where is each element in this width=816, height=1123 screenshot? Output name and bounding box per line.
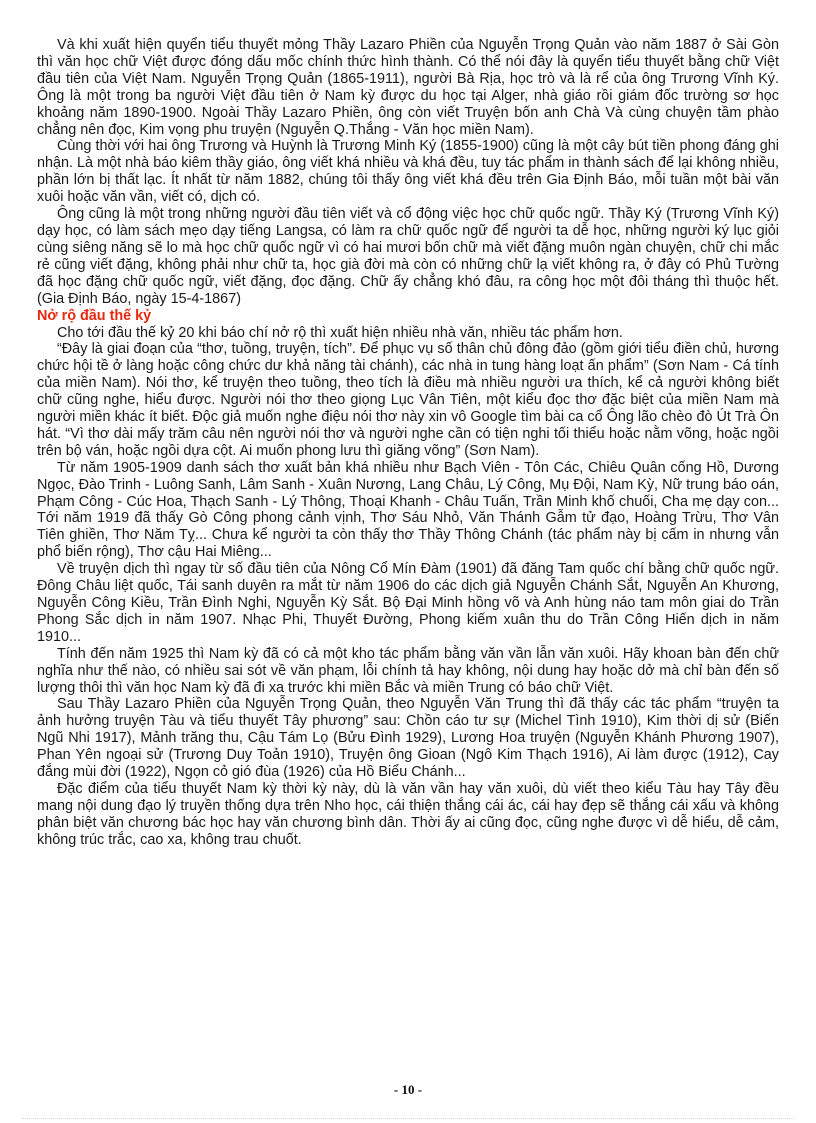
paragraph-tieu-thuyet-list: Sau Thầy Lazaro Phiền của Nguyễn Trọng Quản, theo Nguyễn Văn Trung thì đã thấy các tác phẩm “truyện ta ảnh hưởng truyện Tàu và tiểu thuyết Tây phương” sau: Chồn cáo tư sự (Michel Tình 1910), Kim thời dị sử (Biến Ngũ Nhi 1917), Mảnh trăng thu, Cậu Tám Lọ (Bửu Đình 1929), Lương Hoa truyện (Nguyễn Khánh Phương 1907), Phan Yên ngoại sử (Trương Duy Toản 1910), Truyện ông Gioan (Ngô Kim Thạch 1916), Ai làm được (1912), Cay đắng mùi đời (1922), Ngọn cỏ gió đùa (1926) của Hồ Biểu Chánh... xyxy=(37,696,779,781)
paragraph-nam-1925: Tính đến năm 1925 thì Nam kỳ đã có cả một kho tác phẩm bằng văn vần lẫn văn xuôi. Hãy khoan bàn đến chữ nghĩa như thế nào, có nhiều sai sót về văn phạm, lỗi chính tả hay không, nội dung hay hoặc dở mà chỉ bàn đến số lượng thôi thì văn học Nam kỳ đã đi xa trước khi miền Bắc và miền Trung có báo chữ Việt. xyxy=(37,645,779,696)
paragraph-truyen-dich: Về truyện dịch thì ngay từ số đầu tiên của Nông Cổ Mín Đàm (1901) đã đăng Tam quốc chí bằng chữ quốc ngữ. Đông Châu liệt quốc, Tái sanh duyên ra mắt từ năm 1906 do các dịch giả Nguyễn Chánh Sắt, Nguyễn An Khương, Nguyễn Công Kiều, Trần Đình Nghi, Nguyễn Kỳ Sắt. Bộ Đại Minh hồng võ và Anh hùng náo tam môn giai do Trần Phong Sắc dịch in năm 1907. Nhạc Phi, Thuyết Đường, Phong kiếm xuân thu do Trần Công Hiến dịch in năm 1910... xyxy=(37,561,779,645)
paragraph-chu-quoc-ngu: Ông cũng là một trong những người đầu tiên viết và cổ động việc học chữ quốc ngữ. Thầy Ký (Trương Vĩnh Ký) dạy học, có làm sách mẹo dạy tiếng Langsa, có làm ra chữ quốc ngữ để người ta dễ học, những người ký lục giỏi cùng siêng năng sẽ lo mà học chữ quốc ngữ vì có hai mươi bốn chữ mà viết đặng muôn ngàn chuyện, chữ chi mắc rẻ cũng viết đặng, không phải như chữ ta, học già đời mà còn có những chữ lạ viết không ra, ở đây có Phủ Tường đã học đặng chữ quốc ngữ, viết đặng, đọc đặng. Chữ ấy chẳng khó đâu, ra công học một đôi tháng thì thuộc hết. (Gia Định Báo, ngày 15-4-1867) xyxy=(37,206,779,307)
paragraph-dau-the-ky: Cho tới đầu thế kỷ 20 khi báo chí nở rộ thì xuất hiện nhiều nhà văn, nhiều tác phẩm hơn. xyxy=(57,324,623,341)
section-heading: Nở rộ đầu thế kỷ xyxy=(37,307,152,324)
bottom-divider xyxy=(22,1118,794,1119)
body-text xyxy=(37,37,779,849)
paragraph-tho-tuong-truyen-tich: “Đây là giai đoạn của “thơ, tuồng, truyện, tích”. Để phục vụ số thân chủ đông đảo (gồm giới tiểu điền chủ, hương chức hội tề ở làng hoặc công chức dư khả năng tài chánh), các nhà in tung hàng loạt ấn phẩm” (Sơn Nam - Cá tính của miền Nam). Nói thơ, kể truyện theo tuồng, theo tích là điều mà nhiều người ưa thích, kể cả người không biết chữ cũng nghe, hiểu được. Người nói thơ theo giọng Lục Vân Tiên, một kiểu đọc thơ đặc biệt của miền Nam mà người miền khác ít biết. Độc giả muốn nghe điệu nói thơ này xin vô Google tìm bài ca cổ Ông lão chèo đò Út Trà Ôn hát. “Vì thơ dài mấy trăm câu nên người nói thơ và người nghe cần có tiện nghi tối thiểu hoặc nằm võng, hoặc ngồi trên bộ ván, hoặc ngồi dựa cột. Ai muốn phong lưu thì giăng võng” (Sơn Nam). xyxy=(37,341,779,459)
page-number: - 10 - xyxy=(393,1082,423,1097)
paragraph-dac-diem: Đặc điểm của tiểu thuyết Nam kỳ thời kỳ này, dù là văn vần hay văn xuôi, dù viết theo kiểu Tàu hay Tây đều mang nội dung đạo lý truyền thống dựa trên Nho học, cái thiện thắng cái ác, cái hay đẹp sẽ thắng cái xấu và không phân biệt văn chương bác học hay văn chương bình dân. Thời ấy ai cũng đọc, cũng nghe được vì dễ hiểu, dễ cảm, không trúc trắc, cao xa, không trau chuốt. xyxy=(37,780,779,848)
paragraph-lazaro-phien: Và khi xuất hiện quyển tiểu thuyết mỏng Thầy Lazaro Phiền của Nguyễn Trọng Quản vào năm 1887 ở Sài Gòn thì văn học chữ Việt được đóng dấu mốc chính thức hình thành. Có thể nói đây là quyển tiểu thuyết bằng chữ Việt đầu tiên của Việt Nam. Nguyễn Trọng Quản (1865-1911), người Bà Rịa, học trò và là rể của ông Trương Vĩnh Ký. Ông là một trong ba người Việt đầu tiên ở Nam kỳ được du học tại Alger, nhà giáo rồi giám đốc trường sơ học khoảng năm 1890-1900. Ngoài Thầy Lazaro Phiền, ông còn viết Truyện bốn anh Chà Và cùng chuyện tầm phào chẳng nên đọc, Kim vọng phu truyện (Nguyễn Q.Thắng - Văn học miền Nam). xyxy=(37,37,779,138)
paragraph-truong-minh-ky: Cùng thời với hai ông Trương và Huỳnh là Trương Minh Ký (1855-1900) cũng là một cây bút tiền phong đáng ghi nhận. Là một nhà báo kiêm thầy giáo, ông viết khá nhiều và khá đều, tuy tác phẩm in thành sách để lại không nhiều, phần lớn bị thất lạc. Ít nhất từ năm 1882, chúng tôi thấy ông viết khá đều trên Gia Định Báo, mỗi tuần một bài văn xuôi hoặc văn vần, viết có, dịch có. xyxy=(37,138,779,206)
paragraph-danh-sach-tho: Từ năm 1905-1909 danh sách thơ xuất bản khá nhiều như Bạch Viên - Tôn Các, Chiêu Quân cống Hồ, Dương Ngọc, Đào Trinh - Luông Sanh, Lâm Sanh - Xuân Nương, Lang Châu, Lý Công, Mụ Đội, Nam Kỳ, Nữ trung báo oán, Phạm Công - Cúc Hoa, Thạch Sanh - Lý Thông, Thoại Khanh - Châu Tuấn, Trần Minh khố chuối, Cha mẹ dạy con... Tới năm 1919 đã thấy Gò Công phong cảnh vịnh, Thơ Sáu Nhỏ, Văn Thánh Gẫm tử đạo, Hoàng Trừu, Thơ Vân Tiên ghiền, Thơ Năm Tỵ... Chưa kể người ta còn thấy thơ Thầy Thông Chánh (tác phẩm này bị cấm in nhưng vẫn phổ biến rộng), Thơ cậu Hai Miêng... xyxy=(37,459,779,561)
